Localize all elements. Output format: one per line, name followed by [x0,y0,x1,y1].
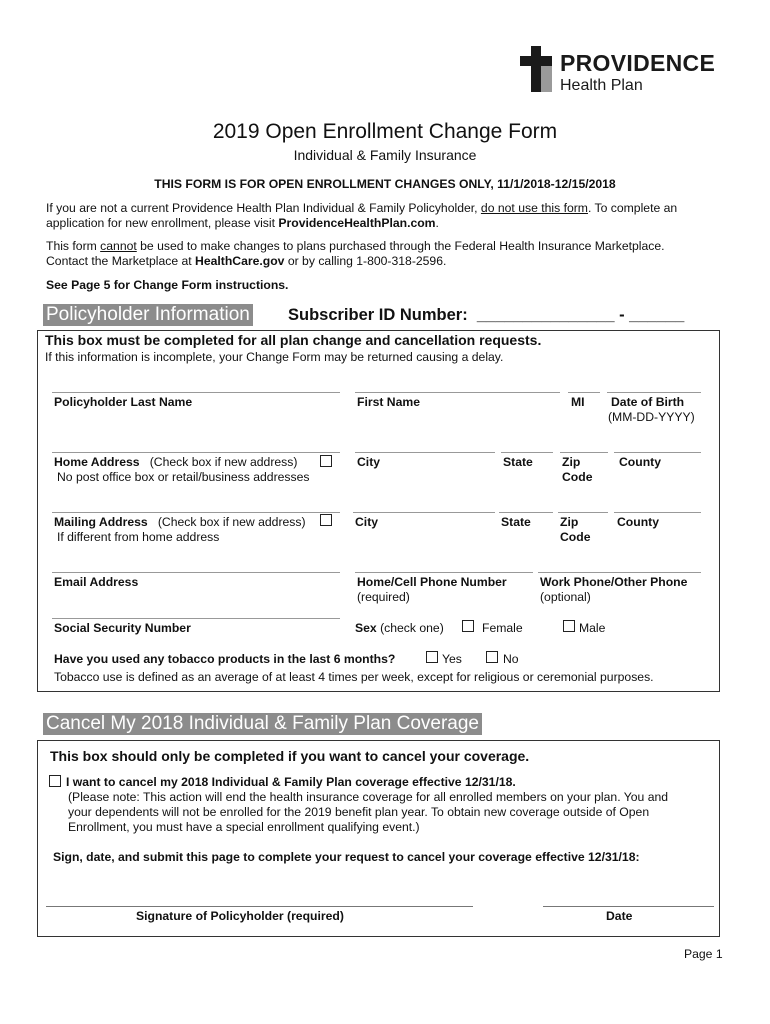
policyholder-box [37,330,720,692]
instructions-note: See Page 5 for Change Form instructions. [46,278,289,292]
dob-field[interactable]: Date of Birth [611,395,685,409]
logo-sub: Health Plan [560,77,643,94]
page-number: Page 1 [684,947,723,961]
home-state-field[interactable]: State [503,455,533,469]
mailing-county-field[interactable]: County [617,515,659,529]
enrollment-notice: THIS FORM IS FOR OPEN ENROLLMENT CHANGES ONLY, 11/1/2018-12/15/2018 [154,177,616,191]
female-label: Female [482,621,523,635]
male-label: Male [579,621,606,635]
home-phone-field[interactable]: Home/Cell Phone Number (required) [357,575,507,604]
cancel-box-title: This box should only be completed if you want to cancel your coverage. [50,748,530,764]
cancel-coverage-checkbox[interactable] [49,775,61,787]
new-mailing-address-checkbox[interactable] [320,514,332,526]
mailing-zip-field[interactable]: Zip Code [560,515,591,544]
website-link[interactable]: ProvidenceHealthPlan.com [278,216,436,230]
tobacco-no-checkbox[interactable] [486,651,498,663]
cancel-coverage-label: I want to cancel my 2018 Individual & Family Plan coverage effective 12/31/18. [66,775,516,789]
male-checkbox[interactable] [563,620,575,632]
cancel-box [37,740,720,937]
mailing-address-note: If different from home address [57,530,220,544]
mailing-state-field[interactable]: State [501,515,531,529]
tobacco-no-label: No [503,652,519,666]
policyholder-box-subtitle: If this information is incomplete, your Change Form may be returned causing a delay. [45,350,504,364]
female-checkbox[interactable] [462,620,474,632]
sign-instructions: Sign, date, and submit this page to complete your request to cancel your coverage effective 12/31/18: [53,850,640,864]
logo [520,46,730,98]
page-title: 2019 Open Enrollment Change Form [212,120,558,143]
cancel-note: (Please note: This action will end the health insurance coverage for all enrolled members on your plan. You and your dependents will not be enrolled for the 2019 benefit plan year. To obtain new coverage outside of Open Enrollment, you must have a special enrollment qualifying event.) [68,790,669,834]
logo-brand: PROVIDENCE [560,50,716,76]
mi-field[interactable]: MI [571,395,585,409]
first-name-field[interactable]: First Name [357,395,420,409]
ssn-field[interactable]: Social Security Number [54,621,191,635]
home-zip-field[interactable]: Zip Code [562,455,593,484]
page-subtitle: Individual & Family Insurance [293,147,477,163]
tobacco-question: Have you used any tobacco products in the last 6 months? [54,652,396,666]
tobacco-yes-checkbox[interactable] [426,651,438,663]
subscriber-id-field[interactable]: Subscriber ID Number: _______________ - ______ [288,306,685,324]
mailing-address-field[interactable]: Mailing Address (Check box if new address) [54,515,306,529]
home-address-field[interactable]: Home Address (Check box if new address) [54,455,298,469]
new-home-address-checkbox[interactable] [320,455,332,467]
tobacco-yes-label: Yes [442,652,462,666]
tobacco-definition: Tobacco use is defined as an average of at least 4 times per week, except for religious or ceremonial purposes. [54,670,654,684]
last-name-field[interactable]: Policyholder Last Name [54,395,193,409]
policyholder-box-title: This box must be completed for all plan change and cancellation requests. [45,332,542,348]
signature-field[interactable]: Signature of Policyholder (required) [136,909,344,923]
mailing-city-field[interactable]: City [355,515,379,529]
dob-format: (MM-DD-YYYY) [608,410,695,424]
home-county-field[interactable]: County [619,455,661,469]
home-address-note: No post office box or retail/business addresses [57,470,310,484]
marketplace-link[interactable]: HealthCare.gov [195,254,285,268]
date-field[interactable]: Date [606,909,633,923]
intro-paragraph-2: This form cannot be used to make changes to plans purchased through the Federal Health Insurance Marketplace. Contact the Marketplace at HealthCare.gov or by calling 1-800-318-2596. [46,239,665,268]
cross-icon [520,46,552,92]
do-not-use-text: do not use this form [480,201,588,215]
policyholder-section-header: Policyholder Information [43,304,253,326]
work-phone-field[interactable]: Work Phone/Other Phone (optional) [540,575,688,604]
sex-label: Sex (check one) [355,621,444,635]
email-field[interactable]: Email Address [54,575,139,589]
cancel-section-header: Cancel My 2018 Individual & Family Plan Coverage [43,713,482,735]
intro-paragraph-1: If you are not a current Providence Health Plan Individual & Family Policyholder, do not use this form. To complete an application for new enrollment, please visit ProvidenceHealthPlan.com. [46,201,678,230]
home-city-field[interactable]: City [357,455,381,469]
